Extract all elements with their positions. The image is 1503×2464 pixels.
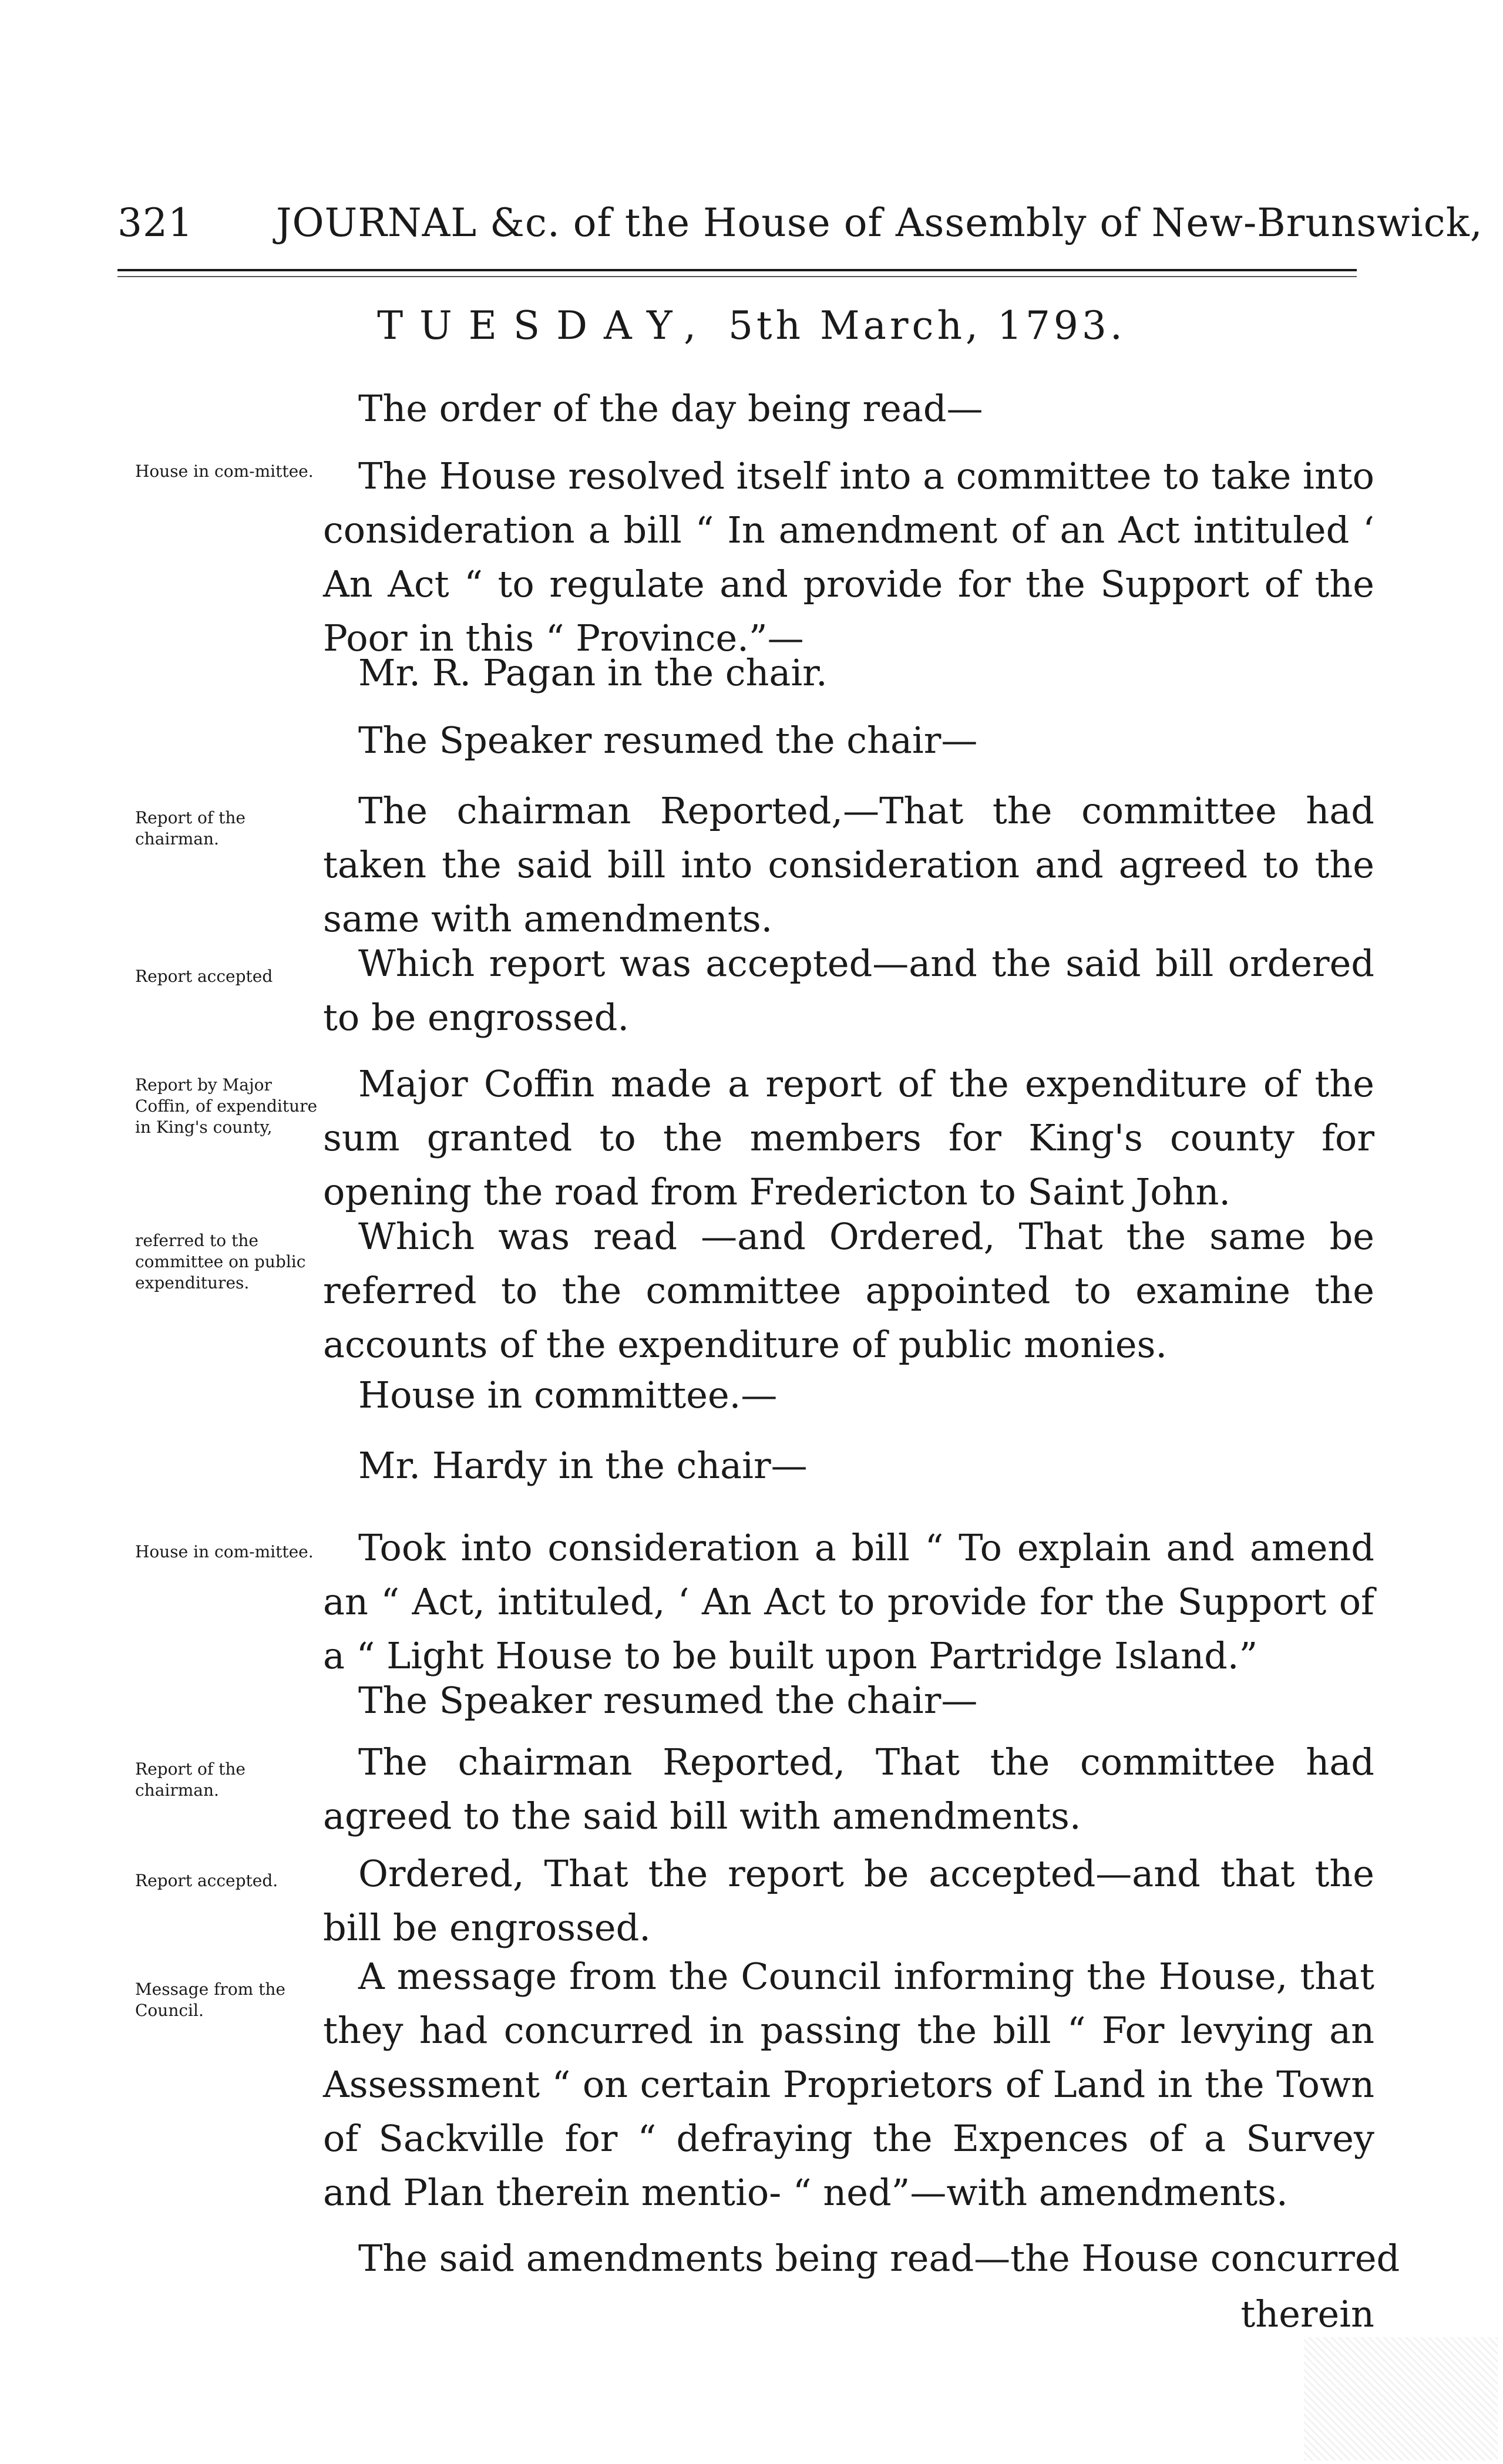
margin-note: referred to the committee on public expenditures. [135,1231,306,1292]
paragraph: The Speaker resumed the chair— [358,719,978,762]
paragraph: A message from the Council informing the House, that they had concurred in passing the bill “ For levying an Assessment “ on certain Proprietors of Land in the Town of Sackville for “ defraying the Expences of a Survey and Plan therein mentio- “ ned”—with amendments. [323,1955,1374,2214]
paragraph: The said amendments being read—the House concurred [358,2237,1400,2280]
date-line [0,297,1503,355]
paragraph: Took into consideration a bill “ To explain and amend an “ Act, intituled, ‘ An Act to provide for the Support of a “ Light House to be built upon Partridge Island.” [323,1526,1374,1677]
margin-note: House in com-mittee. [135,1542,314,1561]
page-header [117,191,1483,255]
paragraph: Major Coffin made a report of the expenditure of the sum granted to the members for King's county for opening the road from Fredericton to Saint John. [323,1062,1374,1213]
running-title: JOURNAL &c. of the House of Assembly of New-Brunswick, [276,200,1483,245]
paragraph: Ordered, That the report be accepted—and that the bill be engrossed. [323,1852,1374,1949]
paragraph: Mr. R. Pagan in the chair. [358,651,828,694]
margin-note: Report of the chairman. [135,1759,246,1800]
weekday: TUESDAY, [377,303,713,348]
margin-note: Report of the chairman. [135,808,246,849]
page-number: 321 [117,200,193,245]
scan-artifact [1304,2337,1498,2460]
margin-note: House in com-mittee. [135,462,314,481]
margin-note: Report by Major Coffin, of expenditure in King's county, [135,1075,318,1137]
paragraph: The chairman Reported,—That the committee had taken the said bill into consideration and agreed to the same with amendments. [323,789,1374,940]
paragraph: The order of the day being read— [358,387,983,430]
paragraph: Which was read —and Ordered, That the same be referred to the committee appointed to examine the accounts of the expenditure of public monies. [323,1215,1374,1366]
paragraph: The House resolved itself into a committee to take into consideration a bill “ In amendment of an Act intituled ‘ An Act “ to regulate and provide for the Support of the Poor in this “ Province.”— [323,455,1374,659]
catchword: therein [1240,2293,1374,2335]
margin-note: Report accepted. [135,1871,278,1890]
paragraph: House in committee.— [358,1374,778,1416]
margin-note: Message from the Council. [135,1980,285,2020]
header-rule-thin [117,276,1357,277]
header-rule-thick [117,269,1357,271]
margin-note: Report accepted [135,967,273,986]
date: 5th March, 1793. [728,303,1126,348]
paragraph: Which report was accepted—and the said bill ordered to be engrossed. [323,942,1374,1039]
paragraph: The Speaker resumed the chair— [358,1679,978,1722]
paragraph: The chairman Reported, That the committee had agreed to the said bill with amendments. [323,1741,1374,1837]
paragraph: Mr. Hardy in the chair— [358,1444,808,1487]
